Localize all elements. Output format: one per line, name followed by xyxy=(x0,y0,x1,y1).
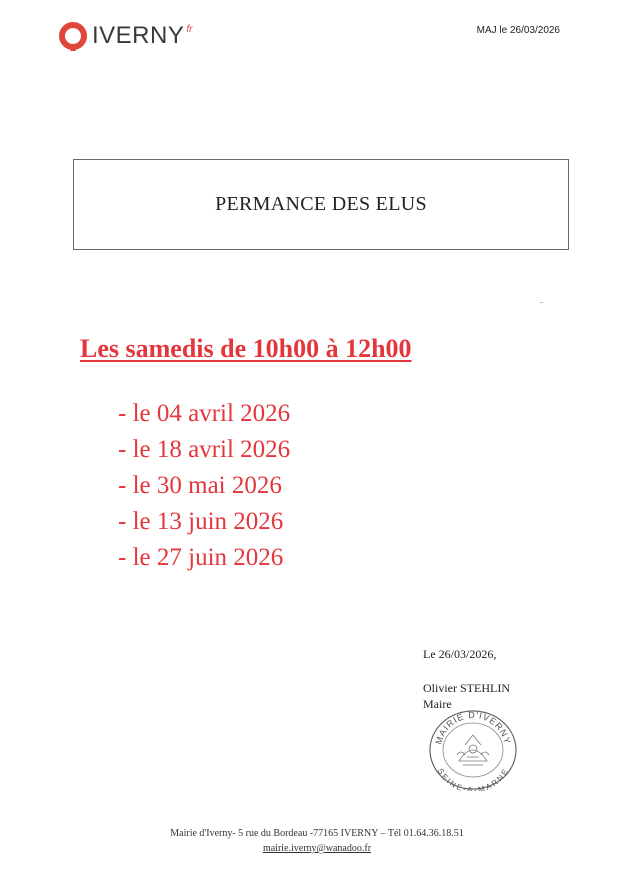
logo-suffix: fr xyxy=(186,23,193,35)
signatory-name: Olivier STEHLIN xyxy=(423,681,510,695)
signature-date: Le 26/03/2026, xyxy=(423,647,497,661)
date-item: - le 27 juin 2026 xyxy=(118,544,284,571)
date-item: - le 18 avril 2026 xyxy=(118,436,291,463)
date-item: - le 04 avril 2026 xyxy=(118,400,291,427)
update-date: MAJ le 26/03/2026 xyxy=(476,25,560,36)
scan-speck xyxy=(540,302,543,303)
title-box xyxy=(73,159,569,250)
logo-ring-icon xyxy=(58,21,88,51)
seal-bottom-text: SEINE-&-MARNE xyxy=(435,766,511,791)
signatory-role: Maire xyxy=(423,697,452,711)
svg-text:SEINE-&-MARNE xyxy=(436,767,511,791)
seal-top-text: MAIRIE D'IVERNY xyxy=(433,709,513,746)
date-list xyxy=(118,396,290,576)
iverny-logo xyxy=(58,18,192,54)
logo-text: IVERNY xyxy=(92,22,185,49)
schedule-headline: Les samedis de 10h00 à 12h00 xyxy=(80,334,412,363)
mairie-seal xyxy=(427,709,519,795)
page-title: PERMANCE DES ELUS xyxy=(215,193,427,215)
date-item: - le 30 mai 2026 xyxy=(118,472,282,499)
seal-emblem-icon xyxy=(457,735,489,765)
date-item: - le 13 juin 2026 xyxy=(118,508,284,535)
footer-address: Mairie d'Iverny- 5 rue du Bordeau -77165 IVERNY – Tél 01.64.36.18.51 xyxy=(170,828,464,839)
footer-email[interactable]: mairie.iverny@wanadoo.fr xyxy=(262,843,372,854)
